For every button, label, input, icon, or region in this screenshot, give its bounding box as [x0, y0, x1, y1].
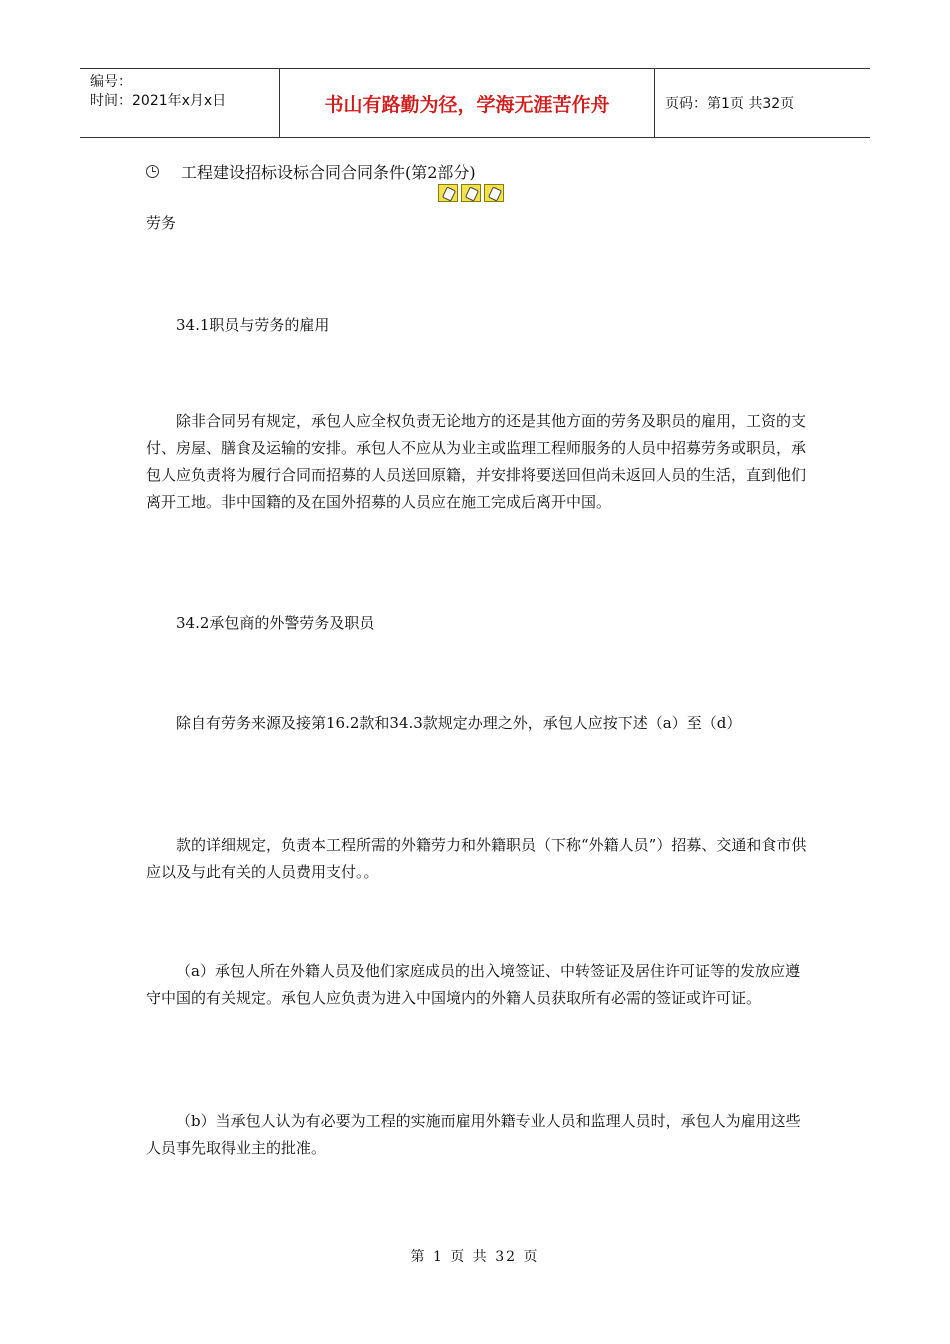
number-label: 编号：	[90, 74, 132, 90]
header-table	[80, 68, 870, 138]
clock-icon	[146, 165, 159, 178]
document-title: 工程建设招标设标合同合同条件(第2部分)	[181, 163, 476, 182]
header-page-info: 页码：第1页 共32页	[665, 96, 795, 112]
document-title-row	[146, 160, 476, 183]
page-footer: 第 1 页 共 32 页	[410, 1249, 540, 1265]
section-heading: 劳务	[146, 214, 177, 232]
clause-heading-34-2: 34.2承包商的外警劳务及职员	[176, 614, 375, 632]
decoration-icon	[438, 184, 458, 202]
header-meta	[80, 69, 280, 137]
clause-34-1-text: 除非合同另有规定，承包人应全权负责无论地方的还是其他方面的劳务及职员的雇用，工资的支付、房屋、膳食及运输的安排。承包人不应从为业主或监理工程师服务的人员中招募劳务或职员，承包人应负责将为履行合同而招募的人员送回原籍，并安排将要送回但尚未返回人员的生活，直到他们离开工地。非中国籍的及在国外招募的人员应在施工完成后离开中国。	[146, 412, 807, 511]
header-motto: 书山有路勤为径，学海无涯苦作舟	[280, 69, 655, 137]
clause-heading-34-1: 34.1职员与劳务的雇用	[176, 316, 330, 334]
clause-34-2-text: 款的详细规定，负责本工程所需的外籍劳力和外籍职员（下称“外籍人员”）招募、交通和食市供应以及与此有关的人员费用支付。。	[146, 836, 807, 881]
clause-34-2-b: （b）当承包人认为有必要为工程的实施而雇用外籍专业人员和监理人员时，承包人为雇用这些人员事先取得业主的批准。	[146, 1112, 801, 1157]
decoration-icon	[484, 184, 504, 202]
decoration-icons	[438, 184, 507, 202]
time-label: 时间：2021年x月x日	[90, 93, 227, 109]
clause-34-2-intro: 除自有劳务来源及接第16.2款和34.3款规定办理之外，承包人应按下述（a）至（d）	[176, 714, 742, 732]
decoration-icon	[461, 184, 481, 202]
clause-34-2-a: （a）承包人所在外籍人员及他们家庭成员的出入境签证、中转签证及居住许可证等的发放应遵守中国的有关规定。承包人应负责为进入中国境内的外籍人员获取所有必需的签证或许可证。	[146, 962, 800, 1007]
